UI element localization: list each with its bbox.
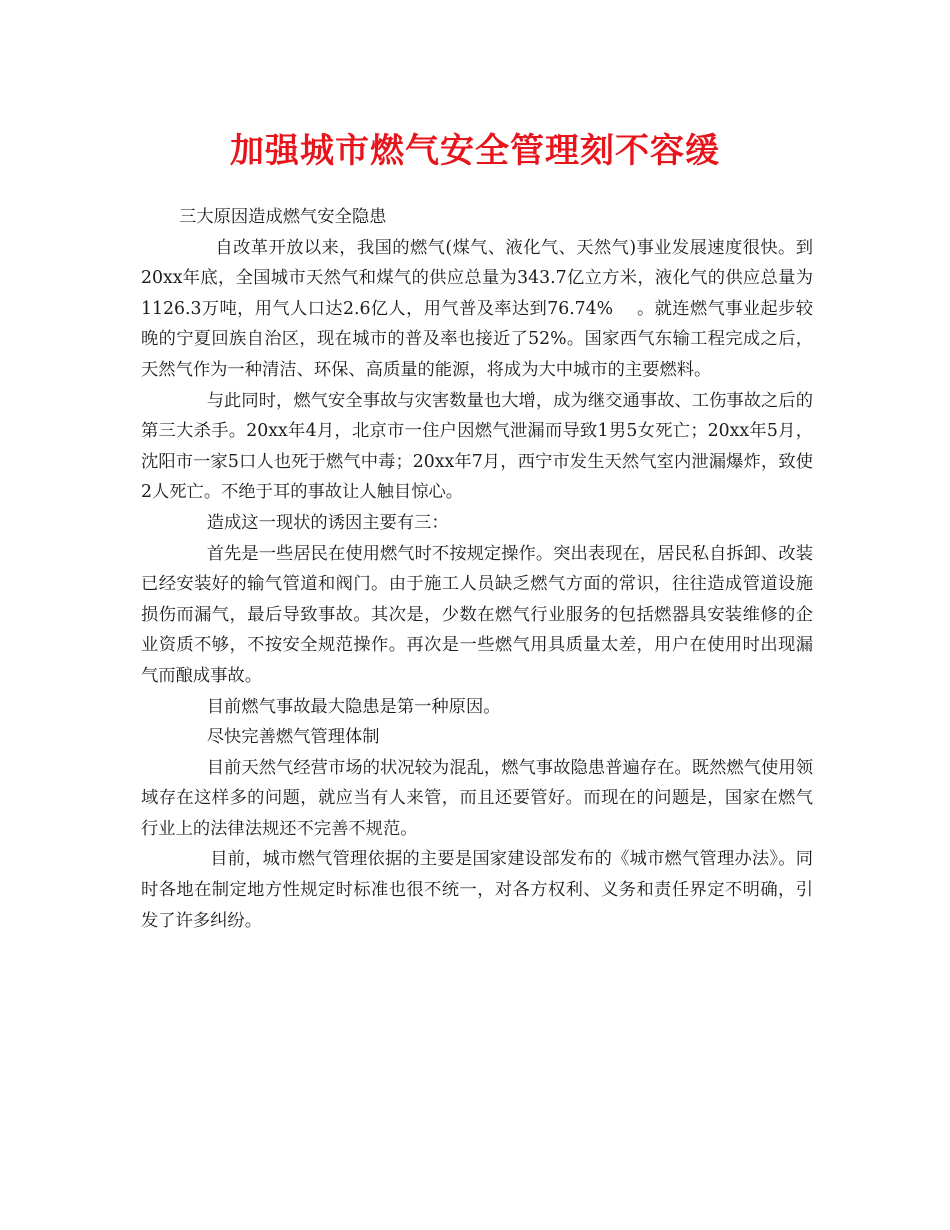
document-body [141, 202, 813, 936]
paragraph: 与此同时，燃气安全事故与灾害数量也大增，成为继交通事故、工伤事故之后的第三大杀手。20xx年4月，北京市一住户因燃气泄漏而导致1男5女死亡；20xx年5月，沈阳市一家5口人也死于燃气中毒；20xx年7月，西宁市发生天然气室内泄漏爆炸，致使2人死亡。不绝于耳的事故让人触目惊心。 [141, 390, 813, 503]
paragraph: 造成这一现状的诱因主要有三： [206, 512, 449, 533]
section-heading: 三大原因造成燃气安全隐患 [179, 207, 387, 227]
section-heading: 尽快完善燃气管理体制 [206, 727, 380, 748]
paragraph: 目前燃气事故最大隐患是第一种原因。 [206, 696, 501, 717]
paragraph: 目前，城市燃气管理依据的主要是国家建设部发布的《城市燃气管理办法》。同时各地在制定地方性规定时标准也很不统一，对各方权利、义务和责任界定不明确，引发了许多纠纷。 [141, 849, 813, 931]
document-title: 加强城市燃气安全管理刻不容缓 [230, 131, 720, 171]
paragraph: 自改革开放以来，我国的燃气(煤气、液化气、天然气)事业发展速度很快。到20xx年底，全国城市天然气和煤气的供应总量为343.7亿立方米，液化气的供应总量为1126.3万吨，用气人口达2.6亿人，用气普及率达到76.74% 。就连燃气事业起步较晚的宁夏回族自治区，现在城市的普及率也接近了52%。国家西气东输工程完成之后，天然气作为一种清洁、环保、高质量的能源，将成为大中城市的主要燃料。 [141, 237, 813, 380]
paragraph: 首先是一些居民在使用燃气时不按规定操作。突出表现在，居民私自拆卸、改装已经安装好的输气管道和阀门。由于施工人员缺乏燃气方面的常识，往往造成管道设施损伤而漏气，最后导致事故。其次是，少数在燃气行业服务的包括燃器具安装维修的企业资质不够，不按安全规范操作。再次是一些燃气用具质量太差，用户在使用时出现漏气而酿成事故。 [141, 543, 813, 686]
paragraph: 目前天然气经营市场的状况较为混乱，燃气事故隐患普遍存在。既然燃气使用领域存在这样多的问题，就应当有人来管，而且还要管好。而现在的问题是，国家在燃气行业上的法律法规还不完善不规范。 [141, 757, 813, 839]
